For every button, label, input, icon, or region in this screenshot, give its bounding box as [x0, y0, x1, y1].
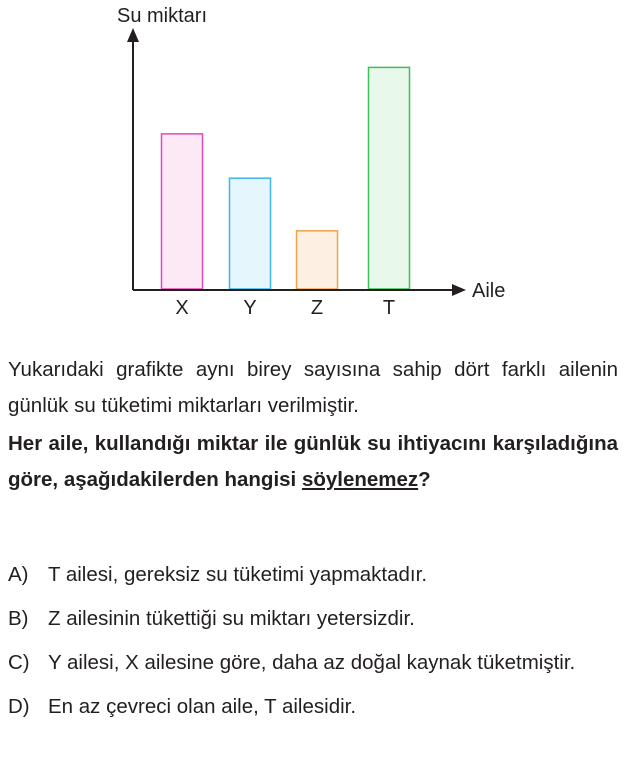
option-text: Z ailesinin tükettiği su miktarı yetersizdir.: [48, 607, 415, 630]
y-axis-title: Su miktarı: [117, 5, 208, 27]
option-a[interactable]: [8, 560, 618, 590]
bar-y: [230, 178, 271, 289]
bar-z: [297, 231, 338, 289]
prompt-underlined-word: söylenemez: [301, 468, 419, 491]
bar-x: [162, 134, 203, 289]
question-prompt: [8, 426, 618, 498]
bar-chart: [0, 0, 630, 330]
question-intro: Yukarıdaki grafikte aynı birey sayısına sahip dört farklı ailenin günlük su tüketimi miktarları verilmiştir.: [8, 358, 618, 417]
option-text: Y ailesi, X ailesine göre, daha az doğal kaynak tüketmiştir.: [48, 651, 576, 674]
option-c[interactable]: [8, 648, 618, 678]
y-axis-arrow: [127, 28, 139, 42]
option-text: T ailesi, gereksiz su tüketimi yapmaktadır.: [48, 563, 428, 586]
option-b[interactable]: [8, 604, 618, 634]
x-tick-labels: [175, 297, 395, 319]
option-letter: C): [8, 651, 30, 674]
x-tick-label-y: Y: [243, 297, 257, 319]
x-tick-label-t: T: [382, 297, 396, 319]
x-tick-label-x: X: [175, 297, 189, 319]
bars-group: [162, 67, 410, 289]
option-letter: D): [8, 695, 30, 718]
x-tick-label-z: Z: [310, 297, 324, 319]
question-block: [8, 352, 618, 498]
option-letter: B): [8, 607, 29, 630]
x-axis-arrow: [452, 284, 466, 296]
option-d[interactable]: [8, 692, 618, 722]
prompt-text: Her aile, kullandığı miktar ile günlük su ihtiyacını karşıladığına göre, aşağıdakilerden hangisi: [8, 432, 618, 491]
prompt-end: ?: [418, 468, 431, 491]
x-axis-title: Aile: [472, 280, 506, 302]
answer-options: [8, 560, 618, 736]
bar-t: [369, 67, 410, 289]
option-letter: A): [8, 563, 29, 586]
option-text: En az çevreci olan aile, T ailesidir.: [48, 695, 357, 718]
